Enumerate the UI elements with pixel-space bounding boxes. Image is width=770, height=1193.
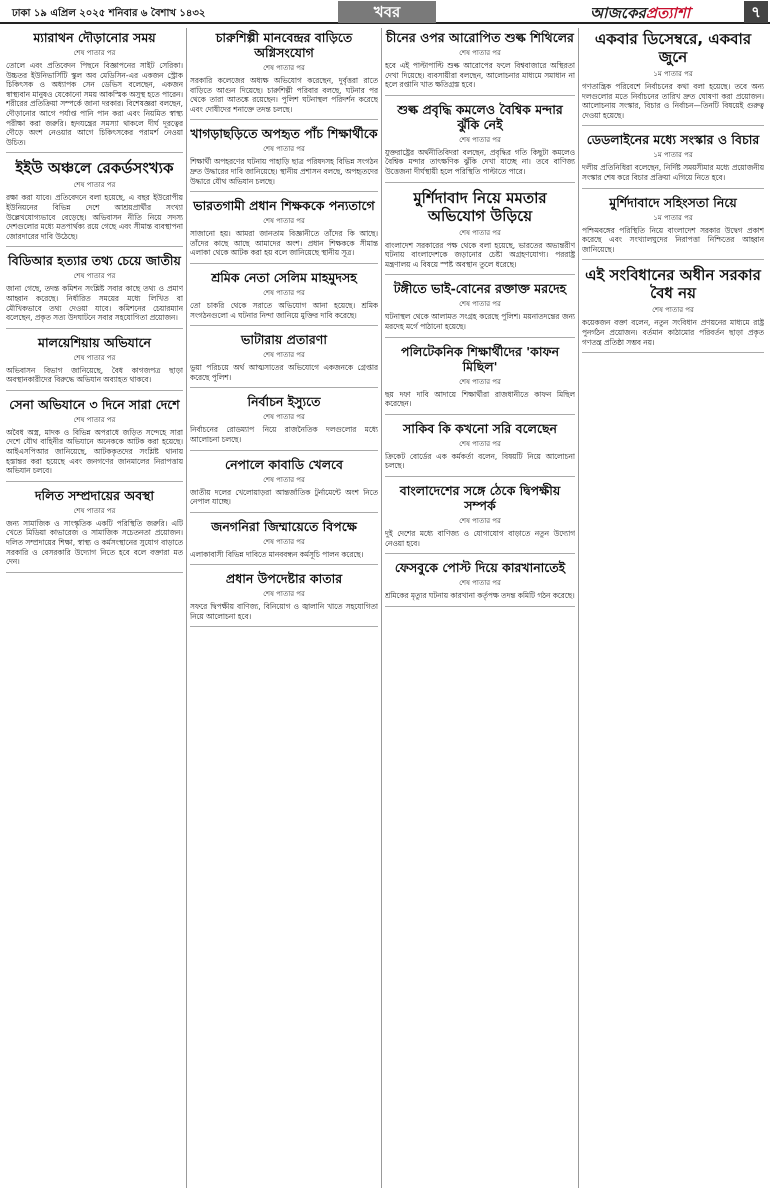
article-headline: প্রধান উপদেষ্টার কাতার bbox=[225, 571, 343, 587]
news-article bbox=[6, 30, 183, 153]
newspaper-name bbox=[590, 2, 690, 27]
article-body: ক্রিকেট বোর্ডের এক কর্মকর্তা বলেন, বিষয়টি নিয়ে আলোচনা চলছে। bbox=[385, 451, 575, 471]
article-body: নির্বাচনের রোডম্যাপ নিয়ে রাজনৈতিক দলগুলোর মধ্যে আলোচনা চলছে। bbox=[190, 425, 378, 444]
article-body: ছয় দফা দাবি আদায়ে শিক্ষার্থীরা রাজধানীতে কাফন মিছিল করেছেন। bbox=[385, 389, 575, 409]
news-article bbox=[582, 195, 764, 261]
article-body: বাংলাদেশ সরকারের পক্ষ থেকে বলা হয়েছে, ভারতের অভ্যন্তরীণ ঘটনায় বাংলাদেশকে জড়ানোর চেষ্টা অগ্রহণযোগ্য। পররাষ্ট্র মন্ত্রণালয় এ বিষয়ে স্পষ্ট অবস্থান তুলে ধরেছে। bbox=[385, 240, 575, 269]
news-article bbox=[190, 198, 378, 264]
continued-from-label: শেষ পাতার পর bbox=[73, 181, 116, 190]
news-article bbox=[190, 571, 378, 627]
continued-from-label: শেষ পাতার পর bbox=[459, 49, 501, 57]
news-article bbox=[190, 394, 378, 450]
continued-from-label: ১ম পাতার পর bbox=[653, 151, 693, 160]
article-headline: খাগড়াছড়িতে অপহৃত পাঁচ শিক্ষার্থীকে bbox=[190, 126, 378, 142]
article-headline: পলিটেকনিক শিক্ষার্থীদের 'কাফন মিছিল' bbox=[400, 343, 560, 374]
continued-from-label: শেষ পাতার পর bbox=[263, 475, 305, 484]
column-divider bbox=[186, 28, 187, 1188]
column-1 bbox=[6, 28, 183, 1188]
article-body: হবে এই পাল্টাপাল্টি শুল্ক আরোপের ফলে বিশ্ববাজারে অস্থিরতা দেখা দিয়েছে। ব্যবসায়ীরা বলছেন, আলোচনার মাধ্যমে সমাধান না হলে রপ্তানি খাত ক্ষতিগ্রস্ত হবে। bbox=[385, 61, 575, 90]
article-body: পশ্চিমবঙ্গের পরিস্থিতি নিয়ে বাংলাদেশ সরকার উদ্বেগ প্রকাশ করেছে এবং সংখ্যালঘুদের নিরাপত্তা নিশ্চিতের আহ্বান জানিয়েছে। bbox=[582, 225, 764, 254]
continued-from-label: শেষ পাতার পর bbox=[73, 353, 116, 362]
column-3 bbox=[385, 28, 575, 1188]
article-headline: টঙ্গীতে ভাই-বোনের রক্তাক্ত মরদেহ bbox=[393, 281, 567, 297]
news-article bbox=[385, 30, 575, 96]
article-body: এলাকাবাসী বিভিন্ন দাবিতে মানববন্ধন কর্মসূচি পালন করেছে। bbox=[190, 549, 364, 559]
article-headline: নেপালে কাবাডি খেলবে bbox=[225, 456, 343, 472]
news-article bbox=[6, 488, 183, 573]
article-body: তোলে এবং প্রতিবেদন পিছনে বিজ্ঞাপনের সাইট সেরিকা। উচ্চতর ইউনিভার্সিটি স্কুল অব মেডিসিন-এর একজন স্ট্রোক চিকিৎসক ও অধ্যাপক সেন ডেভিস বলেছেন, একজন স্বাস্থ্যবান মানুষও যেকোনো সময় আকস্মিক অসুস্থ হতে পারেন। শরীরের প্রতিক্রিয়া সম্পর্কে জানা দরকার। বিশেষজ্ঞরা বলছেন, দৌড়ানোর আগে পর্যাপ্ত পানি পান করা এবং নিয়মিত স্বাস্থ্য পরীক্ষা করা জরুরি। হৃদযন্ত্রের সমস্যা থাকলে দীর্ঘ দূরত্বের দৌড়ে অংশ নেওয়ার আগে চিকিৎসকের পরামর্শ নেওয়া উচিত। bbox=[6, 61, 183, 147]
continued-from-label: ১ম পাতার পর bbox=[653, 213, 693, 222]
news-article bbox=[385, 483, 575, 554]
article-headline: শুল্ক প্রবৃদ্ধি কমলেও বৈশ্বিক মন্দার ঝুঁকি নেই bbox=[397, 101, 563, 132]
article-body: শিক্ষার্থী অপহরণের ঘটনায় পাহাড়ি ছাত্র পরিষদসহ বিভিন্ন সংগঠন দ্রুত উদ্ধারের দাবি জানিয়েছে। স্থানীয় প্রশাসন বলছে, অপহৃতদের উদ্ধারে যৌথ অভিযান চলছে। bbox=[190, 157, 378, 186]
article-headline: ইইউ অঞ্চলে রেকর্ডসংখ্যক bbox=[15, 159, 174, 178]
continued-from-label: শেষ পাতার পর bbox=[263, 537, 305, 546]
article-body: সাজানো হয়। আমরা জানতাম বিজ্ঞানীতে তাঁদের কি আছে। তাঁদের কাছে আছে আমাদের অংশ। প্রধান শিক্ষককে সীমান্ত এলাকা থেকে আটক করা হয় বলে জানিয়েছে স্থানীয় সূত্র। bbox=[190, 229, 378, 258]
article-headline: চারুশিল্পী মানবেন্দ্রর বাড়িতে অগ্নিসংযোগ bbox=[215, 30, 353, 60]
news-article bbox=[385, 189, 575, 276]
news-article bbox=[190, 332, 378, 388]
article-headline: চীনের ওপর আরোপিত শুল্ক শিথিলের bbox=[386, 30, 574, 45]
column-divider bbox=[381, 28, 382, 1188]
news-article bbox=[190, 126, 378, 192]
news-article bbox=[385, 421, 575, 477]
article-body: সরকারি কলেজের অধ্যক্ষ অভিযোগ করেছেন, দুর্বৃত্তরা রাতে বাড়িতে আগুন দিয়েছে। চারুশিল্পী পরিবার বলছে, ঘটনার পর থেকে তারা আতঙ্কে রয়েছেন। পুলিশ ঘটনাস্থল পরিদর্শন করেছে এবং দোষীদের শনাক্তে তদন্ত চলছে। bbox=[190, 76, 378, 114]
article-headline: জনগনিরা জিম্মায়েতে বিপক্ষে bbox=[211, 518, 357, 534]
news-article bbox=[385, 102, 575, 183]
issue-date: ঢাকা ১৯ এপ্রিল ২০২৫ শনিবার ৬ বৈশাখ ১৪৩২ bbox=[12, 8, 206, 19]
article-body: ঘটনাস্থল থেকে আলামত সংগ্রহ করেছে পুলিশ। ময়নাতদন্তের জন্য মরদেহ মর্গে পাঠানো হয়েছে। bbox=[385, 312, 575, 331]
continued-from-label: শেষ পাতার পর bbox=[263, 64, 305, 72]
continued-from-label: শেষ পাতার পর bbox=[459, 228, 501, 237]
news-article bbox=[6, 253, 183, 328]
article-headline: মালয়েশিয়ায় অভিযানে bbox=[38, 334, 151, 350]
article-headline: সেনা অভিযানে ৩ দিনে সারা দেশে bbox=[9, 396, 180, 412]
news-article bbox=[190, 519, 378, 566]
continued-from-label: শেষ পাতার পর bbox=[73, 272, 116, 281]
article-body: অভিবাসন বিভাগ জানিয়েছে, বৈধ কাগজপত্র ছাড়া অবস্থানকারীদের বিরুদ্ধে অভিযান অব্যাহত থাকবে। bbox=[6, 365, 183, 385]
article-body: দুই দেশের মধ্যে বাণিজ্য ও যোগাযোগ বাড়াতে নতুন উদ্যোগ নেওয়া হবে। bbox=[385, 528, 575, 548]
article-body: ভুয়া পরিচয়ে অর্থ আত্মসাতের অভিযোগে একজনকে গ্রেপ্তার করেছে পুলিশ। bbox=[190, 363, 378, 382]
continued-from-label: শেষ পাতার পর bbox=[459, 300, 501, 309]
article-headline: ভাটারায় প্রতারণা bbox=[241, 332, 327, 348]
article-headline: ফেসবুকে পোস্ট দিয়ে কারখানাতেই bbox=[394, 560, 566, 576]
article-headline: মুর্শিদাবাদে সহিংসতা নিয়ে bbox=[609, 194, 737, 210]
article-body: তো চাকরি থেকে সরাতে অভিযোগ আনা হয়েছে। শ্রমিক সংগঠনগুলো এ ঘটনার নিন্দা জানিয়ে মুক্তির দাবি করেছে। bbox=[190, 300, 378, 320]
continued-from-label: শেষ পাতার পর bbox=[263, 217, 305, 226]
column-2 bbox=[190, 28, 378, 1188]
news-article bbox=[6, 335, 183, 391]
continued-from-label: শেষ পাতার পর bbox=[459, 516, 501, 525]
news-article bbox=[6, 159, 183, 247]
continued-from-label: শেষ পাতার পর bbox=[73, 415, 116, 424]
article-headline: ডেডলাইনের মধ্যে সংস্কার ও বিচার bbox=[586, 132, 760, 148]
continued-from-label: শেষ পাতার পর bbox=[263, 288, 305, 297]
article-body: অবৈধ অস্ত্র, মাদক ও বিভিন্ন অপরাধে জড়িত সন্দেহে সারা দেশে যৌথ বাহিনীর অভিযানে অনেককে আটক করা হয়েছে। আইএসপিআর জানিয়েছে, আটককৃতদের সংশ্লিষ্ট থানায় হস্তান্তর করা হয়েছে এবং জনগণের জানমালের নিরাপত্তায় অভিযান চলবে। bbox=[6, 427, 183, 476]
news-article bbox=[385, 560, 575, 607]
continued-from-label: শেষ পাতার পর bbox=[652, 306, 694, 315]
article-body: যুক্তরাষ্ট্রের অর্থনীতিবিদরা বলছেন, প্রবৃদ্ধির গতি কিছুটা কমলেও বৈশ্বিক মন্দার তাৎক্ষণিক ঝুঁকি দেখা যাচ্ছে না। তবে বাণিজ্য উত্তেজনা দীর্ঘস্থায়ী হলে পরিস্থিতি পাল্টাতে পারে। bbox=[385, 147, 575, 176]
continued-from-label: শেষ পাতার পর bbox=[459, 135, 501, 144]
article-body: জাতীয় দলের খেলোয়াড়রা আন্তর্জাতিক টুর্নামেন্টে অংশ নিতে নেপাল যাচ্ছে। bbox=[190, 487, 378, 507]
article-headline: ভারতগামী প্রধান শিক্ষককে পন্যতাগে bbox=[193, 198, 375, 214]
news-article bbox=[190, 270, 378, 326]
continued-from-label: শেষ পাতার পর bbox=[73, 49, 116, 57]
news-article bbox=[582, 132, 764, 188]
article-headline: সাকিব কি কখনো সরি বলেছেন bbox=[402, 420, 557, 436]
newspaper-name-part2: প্রত্যাশা bbox=[645, 4, 691, 22]
news-article bbox=[582, 266, 764, 353]
news-article bbox=[385, 344, 575, 415]
news-article bbox=[6, 397, 183, 482]
masthead bbox=[0, 0, 770, 24]
article-headline: এই সংবিধানের অধীন সরকার বৈধ নয় bbox=[585, 266, 761, 303]
continued-from-label: ১ম পাতার পর bbox=[653, 70, 693, 78]
continued-from-label: শেষ পাতার পর bbox=[263, 145, 305, 154]
news-article bbox=[190, 30, 378, 120]
article-body: গণতান্ত্রিক পরিবেশে নির্বাচনের কথা বলা হয়েছে। তবে অন্য দলগুলোর মতে নির্বাচনের তারিখ দ্রুত ঘোষণা করা প্রয়োজন। আলোচনায় সংস্কার, বিচার ও নির্বাচন—তিনটি বিষয়েই গুরুত্ব দেওয়া হয়েছে। bbox=[582, 82, 764, 120]
continued-from-label: শেষ পাতার পর bbox=[263, 413, 305, 422]
page-number: ৭ bbox=[744, 1, 768, 23]
news-article bbox=[385, 281, 575, 337]
article-body: সফরে দ্বিপক্ষীয় বাণিজ্য, বিনিয়োগ ও জ্বালানি খাতে সহযোগিতা নিয়ে আলোচনা হবে। bbox=[190, 602, 378, 621]
continued-from-label: শেষ পাতার পর bbox=[73, 506, 116, 515]
article-headline: বিডিআর হত্যার তথ্য চেয়ে জাতীয় bbox=[8, 253, 181, 269]
continued-from-label: শেষ পাতার পর bbox=[263, 590, 305, 599]
news-article bbox=[190, 457, 378, 513]
article-headline: ম্যারাথন দৌড়ানোর সময় bbox=[33, 30, 156, 45]
article-headline: দলিত সম্প্রদায়ের অবস্থা bbox=[34, 487, 155, 503]
newspaper-name-part1: আজকের bbox=[590, 4, 646, 22]
article-body: দলীয় প্রতিনিধিরা বলেছেন, নির্দিষ্ট সময়সীমার মধ্যে প্রয়োজনীয় সংস্কার শেষ করে বিচার প্রক্রিয়া এগিয়ে নিতে হবে। bbox=[582, 163, 764, 182]
article-body: শ্রমিকের মৃত্যুর ঘটনায় কারখানা কর্তৃপক্ষ তদন্ত কমিটি গঠন করেছে। bbox=[385, 591, 575, 601]
column-divider bbox=[578, 28, 579, 1188]
news-article bbox=[582, 30, 764, 126]
column-4 bbox=[582, 28, 764, 1188]
article-headline: একবার ডিসেম্বরে, একবার জুনে bbox=[594, 30, 752, 66]
article-body: জন্য সামাজিক ও সাংস্কৃতিক একটি পরিস্থিতি জরুরি। এটি খেতে মিডিয়া কাভারেজ ও সামাজিক সচেতনতা প্রয়োজন। দলিত সম্প্রদায়ের শিক্ষা, স্বাস্থ্য ও কর্মসংস্থানের সুযোগ বাড়াতে সরকারি ও বেসরকারি উদ্যোগ নিতে হবে বলে বক্তারা মত দেন। bbox=[6, 518, 183, 567]
article-body: রক্ষা করা যাবে। প্রতিবেদনে বলা হয়েছে, এ বছর ইউরোপীয় ইউনিয়নের বিভিন্ন দেশে আশ্রয়প্রার্থীর সংখ্যা উল্লেখযোগ্যভাবে বেড়েছে। অভিবাসন নীতি নিয়ে সদস্য দেশগুলোর মধ্যে মতপার্থক্য রয়ে গেছে এবং সীমান্ত ব্যবস্থাপনা জোরদারের দাবি উঠেছে। bbox=[6, 193, 183, 241]
continued-from-label: শেষ পাতার পর bbox=[263, 351, 305, 360]
article-headline: নির্বাচন ইস্যুতে bbox=[247, 394, 321, 410]
continued-from-label: শেষ পাতার পর bbox=[459, 377, 501, 386]
article-headline: শ্রমিক নেতা সেলিম মাহমুদসহ bbox=[211, 269, 357, 285]
section-label: খবর bbox=[338, 1, 436, 23]
continued-from-label: শেষ পাতার পর bbox=[459, 439, 501, 448]
article-body: কয়েকজন বক্তা বলেন, নতুন সংবিধান প্রণয়নের মাধ্যমে রাষ্ট্র পুনর্গঠন প্রয়োজন। বর্তমান কাঠামোর পরিবর্তন ছাড়া প্রকৃত গণতন্ত্র প্রতিষ্ঠা সম্ভব নয়। bbox=[582, 318, 764, 347]
article-body: জানা গেছে, তদন্ত কমিশন সংশ্লিষ্ট সবার কাছে তথ্য ও প্রমাণ আহ্বান করেছে। নির্ধারিত সময়ের মধ্যে লিখিত বা মৌখিকভাবে তথ্য দেওয়া যাবে। কমিশনের চেয়ারম্যান বলেছেন, প্রকৃত সত্য উদঘাটনে সবার সহযোগিতা প্রয়োজন। bbox=[6, 284, 183, 323]
article-headline: মুর্শিদাবাদ নিয়ে মমতার অভিযোগ উড়িয়ে bbox=[413, 188, 547, 225]
continued-from-label: শেষ পাতার পর bbox=[459, 579, 501, 588]
article-headline: বাংলাদেশের সঙ্গে ঠেকে দ্বিপক্ষীয় সম্পর্ক bbox=[399, 482, 561, 513]
